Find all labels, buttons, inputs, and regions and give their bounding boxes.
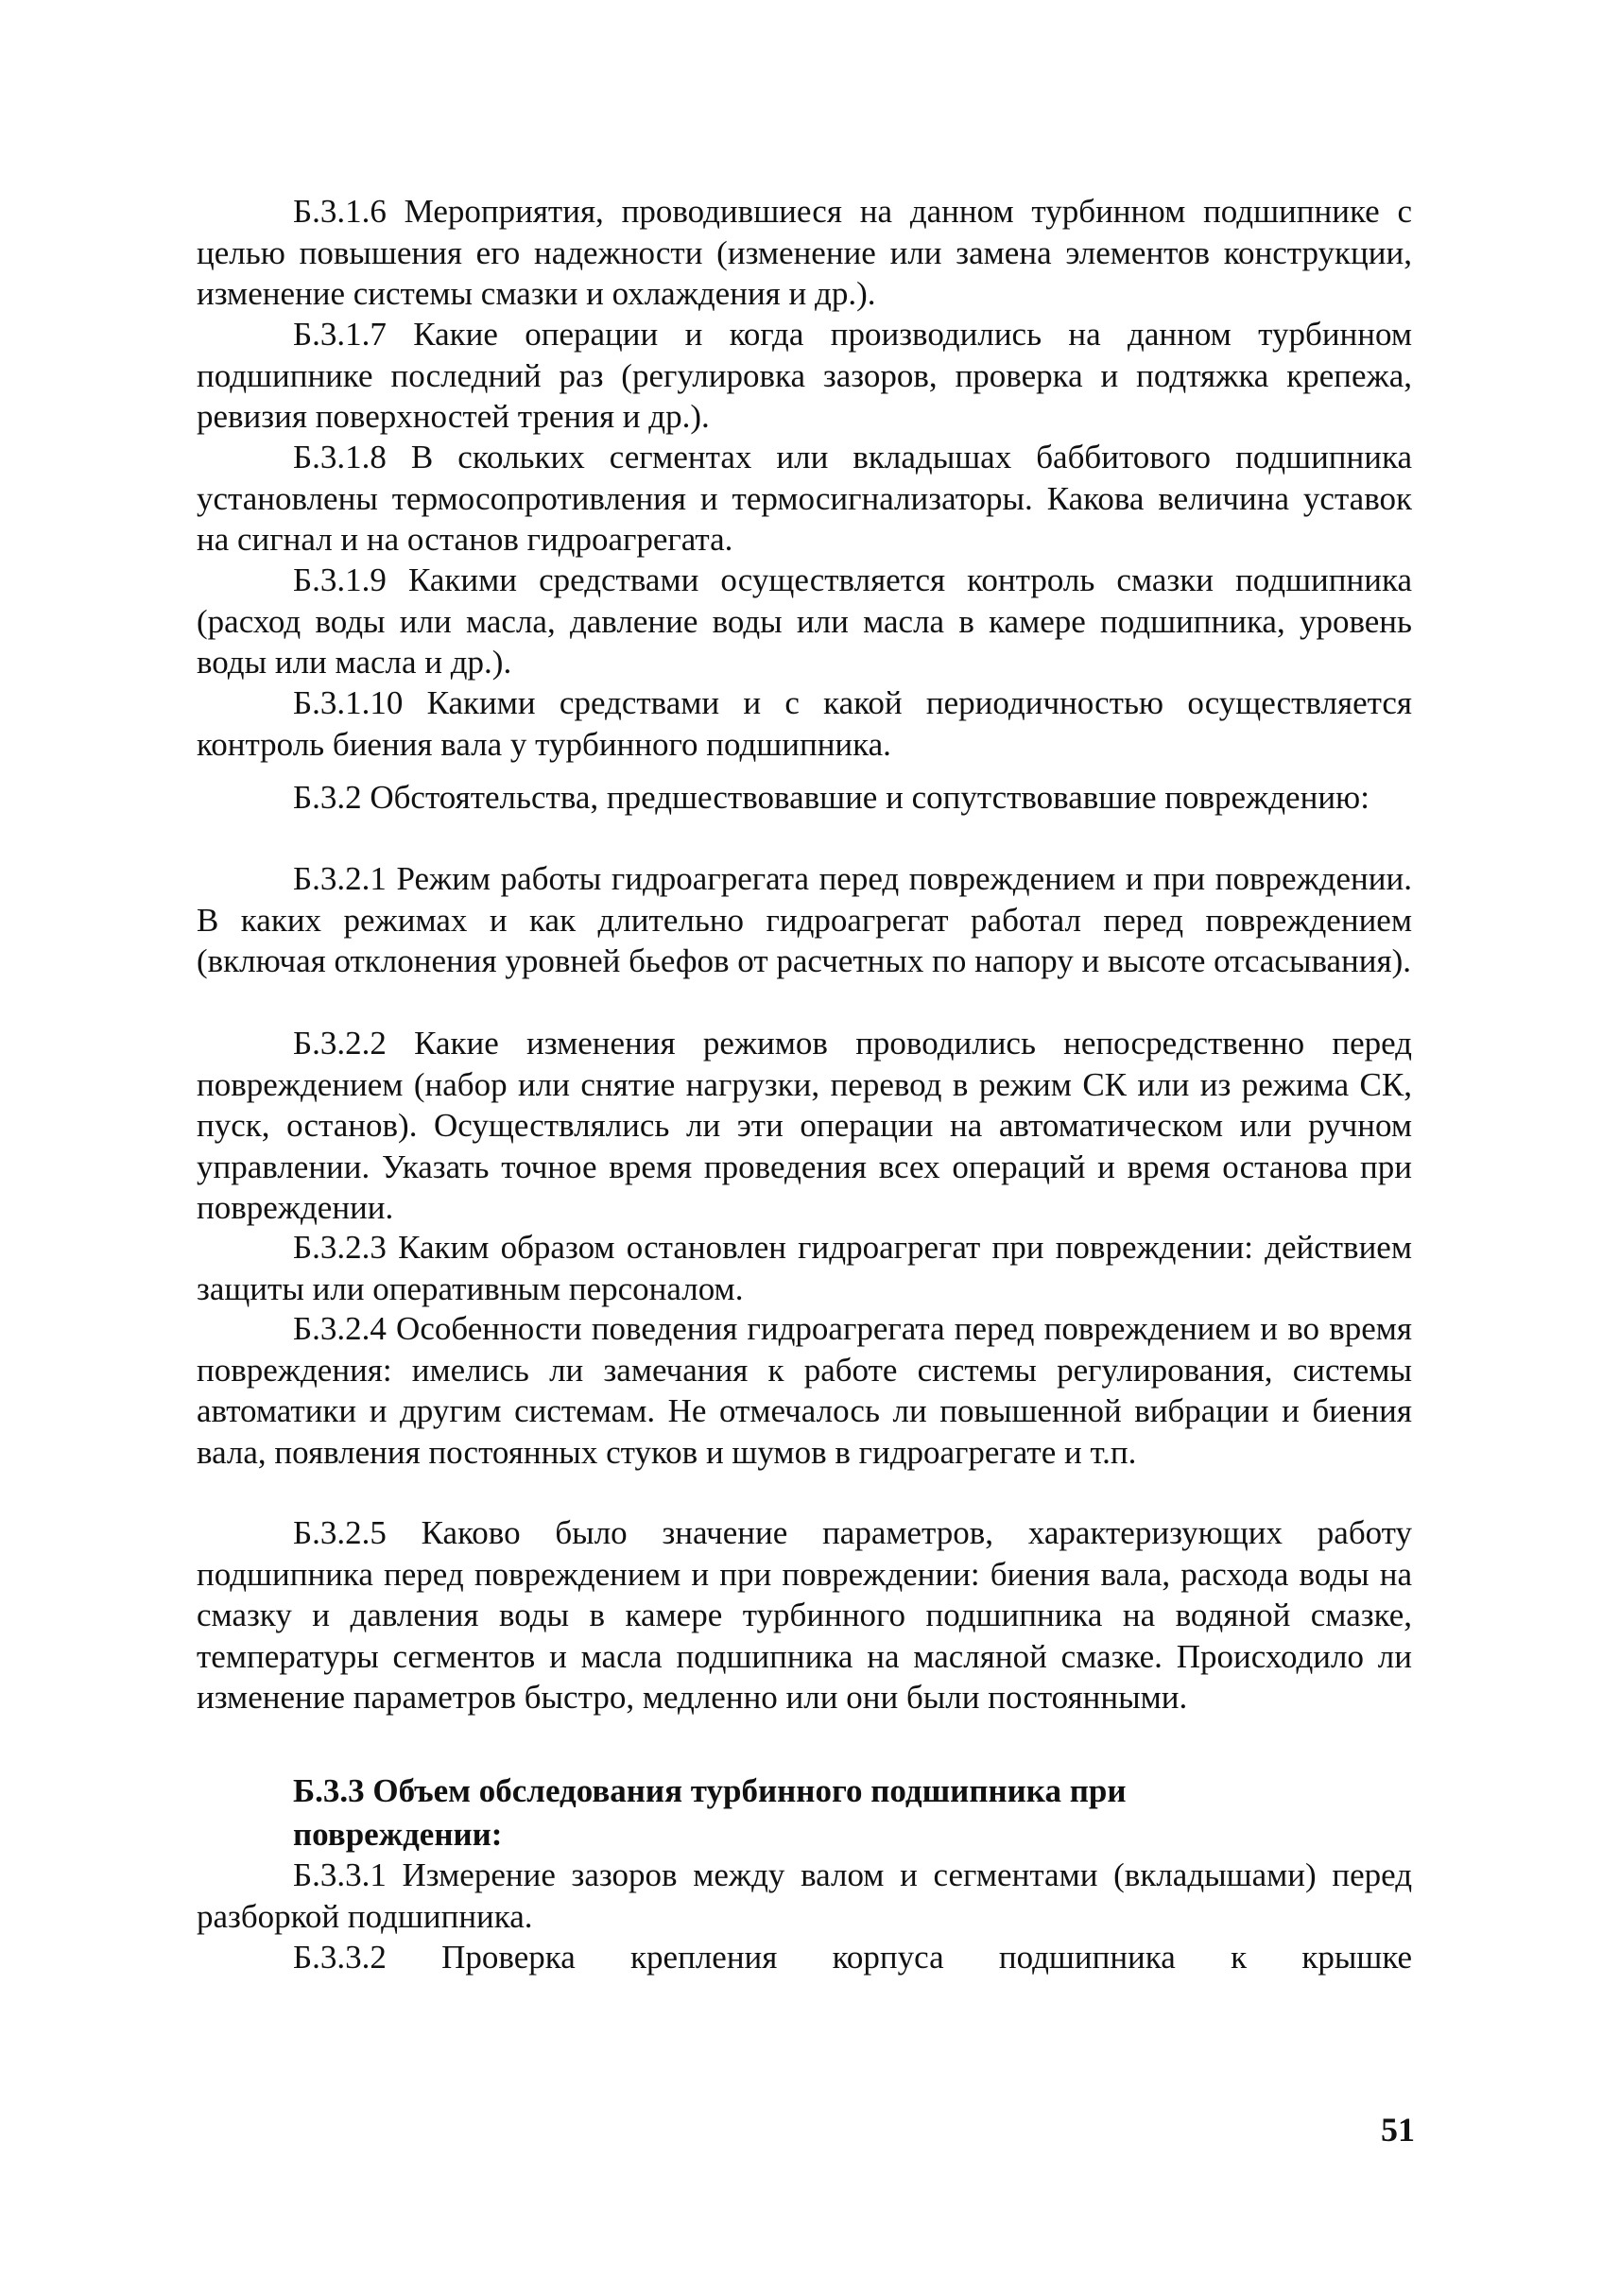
paragraph-b3-2-5: Б.3.2.5 Каково было значение параметров, характеризующих работу подшипника перед повреждением и при повреждении: биения вала, расхода воды на смазку и давления воды в камере турбинного подшипника на водяной смазке, температуры сегментов и масла подшипника на масляной смазке. Происходило ли изменение параметров быстро, медленно или они были постоянными. bbox=[197, 1514, 1412, 1716]
paragraph-b3-2-3: Б.3.2.3 Каким образом остановлен гидроагрегат при повреждении: действием защиты или оперативным персоналом. bbox=[197, 1229, 1412, 1307]
paragraph-b3-1-8: Б.3.1.8 В скольких сегментах или вкладышах баббитового подшипника установлены термосопротивления и термосигнализаторы. Какова величина уставок на сигнал и на останов гидроагрегата. bbox=[197, 439, 1412, 558]
paragraph-b3-2-4: Б.3.2.4 Особенности поведения гидроагрегата перед повреждением и во время повреждения: имелись ли замечания к работе системы регулирования, системы автоматики и другим системам. Не отмечалось ли повышенной вибрации и биения вала, появления постоянных стуков и шумов в гидроагрегате и т.п. bbox=[197, 1310, 1412, 1471]
paragraph-b3-1-10: Б.3.1.10 Какими средствами и с какой периодичностью осуществляется контроль биения вала у турбинного подшипника. bbox=[197, 684, 1412, 763]
paragraph-b3-2: Б.3.2 Обстоятельства, предшествовавшие и сопутствовавшие повреждению: bbox=[293, 779, 1369, 816]
paragraph-b3-1-6: Б.3.1.6 Мероприятия, проводившиеся на данном турбинном подшипнике с целью повышения его надежности (изменение или замена элементов конструкции, изменение системы смазки и охлаждения и др.). bbox=[197, 193, 1412, 312]
paragraph-b3-1-7: Б.3.1.7 Какие операции и когда производились на данном турбинном подшипнике последний раз (регулировка зазоров, проверка и подтяжка крепежа, ревизия поверхностей трения и др.). bbox=[197, 316, 1412, 435]
paragraph-b3-3-2: Б.3.3.2 Проверка крепления корпуса подшипника к крышке bbox=[293, 1939, 1412, 1976]
paragraph-b3-2-2: Б.3.2.2 Какие изменения режимов проводились непосредственно перед повреждением (набор или снятие нагрузки, перевод в режим СК или из режима СК, пуск, останов). Осуществлялись ли эти операции на автоматическом или ручном управлении. Указать точное время проведения всех операций и время останова при повреждении. bbox=[197, 1025, 1412, 1226]
paragraph-b3-1-9: Б.3.1.9 Какими средствами осуществляется контроль смазки подшипника (расход воды или масла, давление воды или масла в камере подшипника, уровень воды или масла и др.). bbox=[197, 561, 1412, 681]
paragraph-b3-3-1: Б.3.3.1 Измерение зазоров между валом и сегментами (вкладышами) перед разборкой подшипника. bbox=[197, 1856, 1412, 1935]
section-heading-b3-3: Б.3.3 Объем обследования турбинного подшипника при повреждении: bbox=[293, 1772, 1127, 1853]
paragraph-b3-2-1: Б.3.2.1 Режим работы гидроагрегата перед повреждением и при повреждении. В каких режимах и как длительно гидроагрегат работал перед повреждением (включая отклонения уровней бьефов от расчетных по напору и высоте отсасывания). bbox=[197, 860, 1412, 979]
page-number: 51 bbox=[1381, 2111, 1415, 2149]
